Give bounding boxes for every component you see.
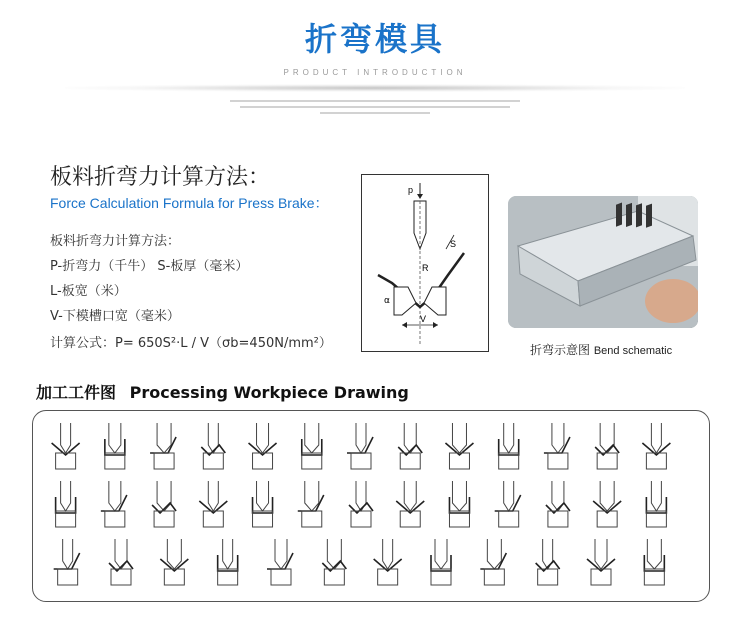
intro-text-line [320,112,430,114]
workpiece-sketch [644,539,664,585]
workpiece-sketch [152,481,176,527]
workpiece-sketch [322,539,346,585]
workpiece-sketch [495,481,521,527]
workpiece-sketch [249,423,277,469]
bend-photo [508,196,698,328]
workpiece-sketch [546,481,570,527]
workpiece-heading [36,380,409,403]
workpiece-sketch [109,539,133,585]
workpiece-sketch [595,423,619,469]
workpiece-sketch [253,481,273,527]
workpiece-sketch [302,423,322,469]
photo-caption-cn: 折弯示意图 [530,343,591,357]
workpiece-sketch [398,423,422,469]
workpiece-sketch [646,481,666,527]
formula-line: P-折弯力（千牛） S-板厚（毫米） [50,259,249,274]
workpiece-drawing-panel [32,410,710,602]
photo-caption-en: Bend schematic [593,345,673,357]
workpiece-sketch [56,481,76,527]
diagram-label-r: R [422,263,429,273]
workpiece-sketch [449,481,469,527]
workpiece-sketch [52,423,80,469]
diagram-label-v: V [420,314,427,324]
formula-heading: 板料折弯力计算方法： [50,165,271,190]
workpiece-sketch [218,539,238,585]
workpiece-heading-cn: 加工工件图 [36,383,117,402]
bend-force-diagram [361,174,489,352]
page-subtitle: PRODUCT INTRODUCTION [283,68,467,77]
workpiece-sketch [298,481,324,527]
photo-caption [530,341,672,358]
workpiece-sketch [150,423,176,469]
workpiece-sketch [544,423,570,469]
workpiece-sketch [374,539,402,585]
workpiece-sketch [199,481,227,527]
workpiece-sketch [105,423,125,469]
workpiece-sketch [396,481,424,527]
intro-text-line [240,106,510,108]
formula-line: 计算公式：P= 650S²·L / V（σb=450N/mm²） [50,336,332,351]
intro-text-line [230,100,520,102]
diagram-label-s: S [450,239,457,249]
workpiece-sketch [587,539,615,585]
workpiece-sketch [101,481,127,527]
formula-heading-english: Force Calculation Formula for Press Brake： [50,195,329,211]
workpiece-sketch [480,539,506,585]
workpiece-drawings [33,411,709,601]
workpiece-sketch [499,423,519,469]
workpiece-sketch [54,539,80,585]
workpiece-sketch [431,539,451,585]
formula-line: 板料折弯力计算方法： [50,234,181,249]
workpiece-sketch [349,481,373,527]
workpiece-sketch [267,539,293,585]
workpiece-sketch [642,423,670,469]
formula-line: V-下模槽口宽（毫米） [50,309,180,324]
workpiece-sketch [536,539,560,585]
workpiece-sketch [201,423,225,469]
page-title: 折弯模具 [304,20,445,58]
workpiece-sketch [160,539,188,585]
workpiece-sketch [445,423,473,469]
workpiece-sketch [347,423,373,469]
workpiece-sketch [593,481,621,527]
diagram-label-alpha: α [384,296,390,306]
diagram-label-p: p [408,185,414,195]
workpiece-heading-en: Processing Workpiece Drawing [129,383,409,402]
title-underline-shadow [65,84,685,92]
formula-line: L-板宽（米） [50,284,127,299]
